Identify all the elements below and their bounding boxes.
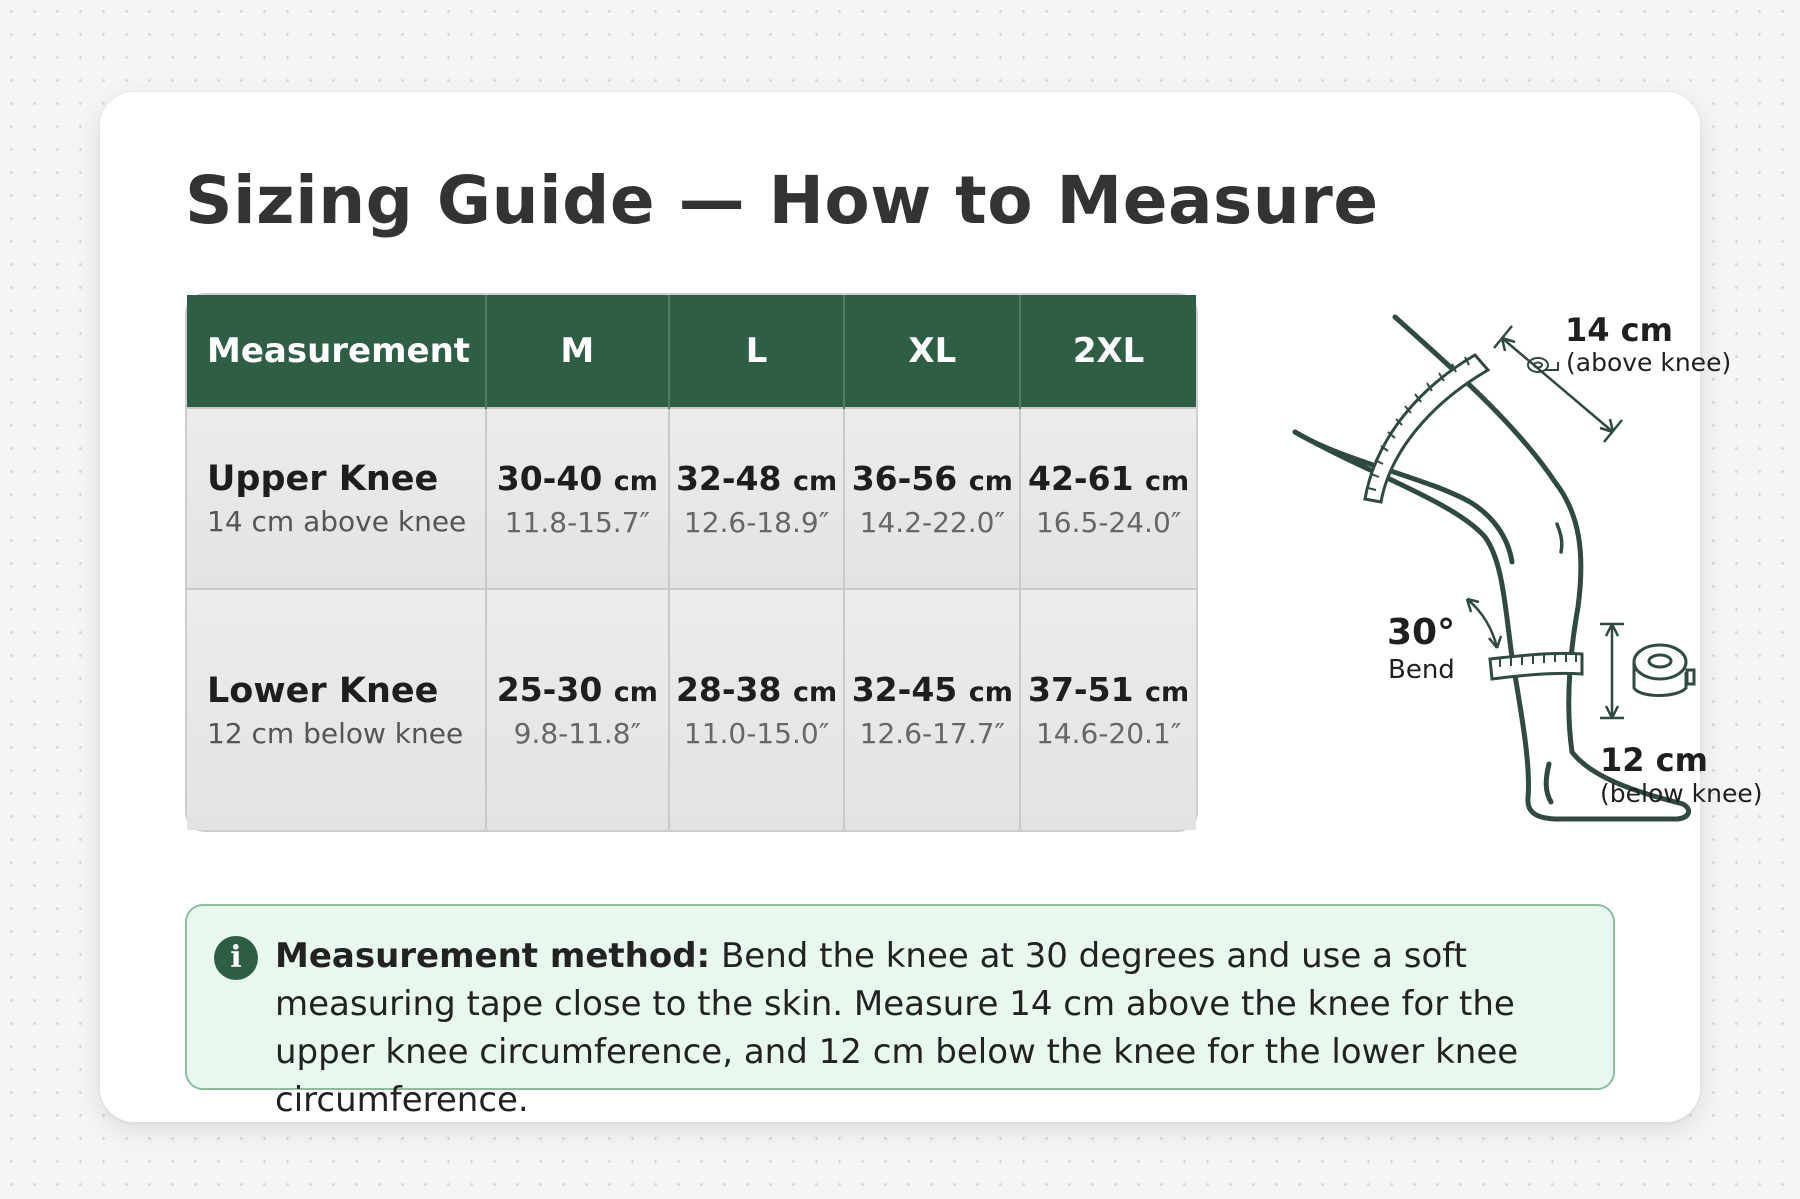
header-size-2xl: 2XL — [1020, 295, 1196, 408]
table-row-upper-knee — [187, 408, 1196, 589]
size-cell — [486, 589, 669, 830]
size-cell — [1020, 408, 1196, 589]
size-cell — [844, 589, 1020, 830]
upper-measure-caption: (above knee) — [1566, 348, 1732, 377]
inch-value: 9.8-11.8″ — [513, 717, 642, 750]
upper-tape-band — [1365, 355, 1488, 502]
tape-measure-icon — [1634, 645, 1694, 696]
row-label-cell — [187, 589, 486, 830]
header-size-xl: XL — [844, 295, 1020, 408]
upper-measure-value: 14 cm — [1565, 311, 1673, 349]
measurement-method-note — [185, 904, 1615, 1120]
ankle-detail — [1546, 764, 1551, 802]
cm-value: 32-45 cm — [851, 670, 1013, 709]
header-size-m: M — [486, 295, 669, 408]
size-cell — [669, 589, 845, 830]
header-measurement: Measurement — [187, 295, 486, 408]
inch-value: 11.8-15.7″ — [504, 505, 650, 539]
info-icon: i — [214, 936, 258, 980]
bend-angle-caption: Bend — [1388, 655, 1455, 685]
lower-dimension-arrow — [1600, 624, 1624, 718]
bend-angle-value: 30° — [1387, 612, 1456, 653]
inch-value: 12.6-18.9″ — [683, 505, 830, 539]
knee-crease — [1557, 524, 1562, 552]
cm-value: 28-38 cm — [675, 670, 838, 709]
cm-value: 42-61 cm — [1028, 458, 1190, 498]
cm-value: 30-40 cm — [496, 458, 658, 498]
lower-measure-caption: (below knee) — [1600, 779, 1763, 808]
inch-value: 14.6-20.1″ — [1035, 717, 1182, 750]
row-label-cell — [187, 408, 486, 589]
table-header-row — [187, 295, 1196, 408]
header-size-l: L — [669, 295, 845, 408]
note-body: Bend the knee at 30 degrees and use a soft measuring tape close to the skin. Measure 14 cm above the knee for the upper knee circumference, and 12 cm below the knee for the lower knee circumference. — [275, 936, 1519, 1120]
sizing-guide-card — [100, 92, 1763, 1122]
inch-value: 11.0-15.0″ — [683, 717, 830, 750]
cm-value: 32-48 cm — [675, 458, 838, 498]
inch-value: 12.6-17.7″ — [859, 717, 1005, 750]
inch-value: 14.2-22.0″ — [859, 505, 1005, 539]
cm-value: 36-56 cm — [851, 458, 1013, 498]
row-name: Lower Knee — [207, 670, 439, 711]
lower-measure-value: 12 cm — [1600, 741, 1708, 779]
note-label: Measurement method: — [275, 936, 711, 976]
note-text — [275, 932, 1583, 1124]
row-name: Upper Knee — [207, 459, 439, 499]
page-title: Sizing Guide — How to Measure — [185, 162, 1379, 239]
cm-value: 25-30 cm — [496, 670, 658, 709]
size-cell — [844, 408, 1020, 589]
table-row-lower-knee — [187, 589, 1196, 830]
size-cell — [1020, 589, 1196, 830]
row-subtitle: 12 cm below knee — [207, 716, 464, 750]
size-table — [185, 293, 1198, 832]
size-cell — [486, 408, 669, 589]
cm-value: 37-51 cm — [1028, 670, 1190, 709]
knee-measurement-diagram — [1215, 262, 1763, 842]
inch-value: 16.5-24.0″ — [1035, 505, 1182, 539]
size-cell — [669, 408, 845, 589]
row-subtitle: 14 cm above knee — [207, 505, 467, 538]
